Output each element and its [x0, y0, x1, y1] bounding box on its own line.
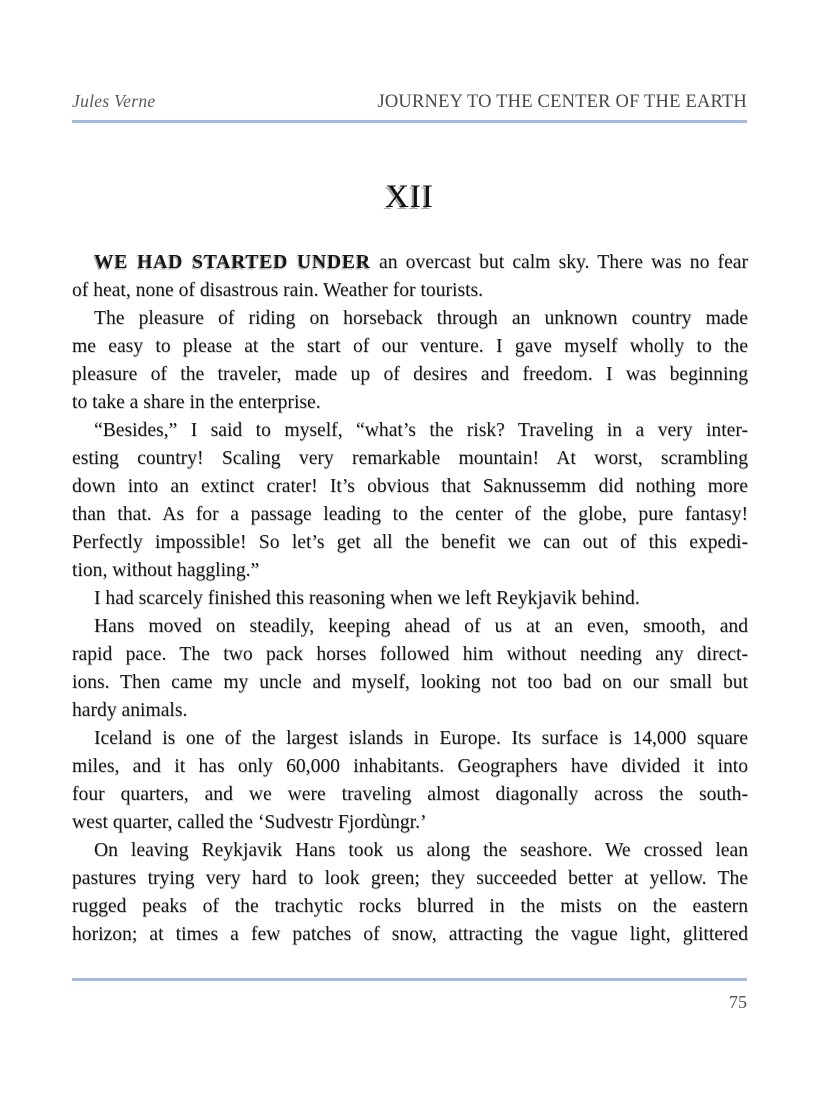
text-line: WE HAD STARTED UNDER an overcast but calm sky. There was no fear [94, 252, 749, 273]
text-line: to take a share in the enterprise. [72, 392, 321, 413]
footer-rule [72, 978, 747, 981]
paragraph [72, 585, 748, 613]
text-line: I had scarcely finished this reasoning when we left Reykjavik behind. [94, 588, 640, 609]
text-line: ions. Then came my uncle and myself, looking not too bad on our small but [72, 672, 748, 693]
text-line: Iceland is one of the largest islands in Europe. Its surface is 14,000 square [94, 728, 748, 749]
text-line: On leaving Reykjavik Hans took us along the seashore. We crossed lean [94, 840, 748, 861]
text-line: four quarters, and we were traveling almost diagonally across the south- [72, 784, 748, 805]
text-line: than that. As for a passage leading to the center of the globe, pure fantasy! [72, 504, 748, 525]
paragraph [72, 249, 748, 305]
paragraph [72, 837, 748, 949]
text-line: Hans moved on steadily, keeping ahead of us at an even, smooth, and [94, 616, 748, 637]
text-line: rapid pace. The two pack horses followed him without needing any direct- [72, 644, 748, 665]
paragraph [72, 613, 748, 725]
paragraph [72, 305, 748, 417]
paragraph [72, 725, 748, 837]
text-line: west quarter, called the ‘Sudvestr Fjordùngr.’ [72, 812, 427, 833]
text-line: of heat, none of disastrous rain. Weather for tourists. [72, 280, 484, 301]
text-line: Perfectly impossible! So let’s get all the benefit we can out of this expedi- [72, 532, 748, 553]
text-line: pleasure of the traveler, made up of desires and freedom. I was beginning [72, 364, 748, 385]
text-line: hardy animals. [72, 700, 188, 721]
text-line: rugged peaks of the trachytic rocks blurred in the mists on the eastern [72, 896, 748, 917]
text-line: esting country! Scaling very remarkable mountain! At worst, scrambling [72, 448, 748, 469]
text-line: pastures trying very hard to look green; they succeeded better at yellow. The [72, 868, 748, 889]
text-line: “Besides,” I said to myself, “what’s the risk? Traveling in a very inter- [94, 420, 748, 441]
text-line: horizon; at times a few patches of snow, attracting the vague light, glittered [72, 924, 748, 945]
header-author: Jules Verne [72, 91, 156, 111]
text-line: me easy to please at the start of our venture. I gave myself wholly to the [72, 336, 748, 357]
running-header [72, 91, 747, 113]
text-line: miles, and it has only 60,000 inhabitants. Geographers have divided it into [72, 756, 748, 777]
paragraph-lead-smallcaps: WE HAD STARTED UNDER [94, 252, 371, 273]
page-number: 75 [729, 992, 747, 1012]
page-body-text [72, 249, 748, 949]
paragraph [72, 417, 748, 585]
header-rule [72, 120, 747, 123]
chapter-heading: XII [385, 179, 434, 215]
header-book-title: JOURNEY TO THE CENTER OF THE EARTH [377, 92, 747, 112]
text-line: The pleasure of riding on horseback through an unknown country made [94, 308, 748, 329]
text-line: tion, without haggling.” [72, 560, 260, 581]
text-line: down into an extinct crater! It’s obvious that Saknussemm did nothing more [72, 476, 748, 497]
